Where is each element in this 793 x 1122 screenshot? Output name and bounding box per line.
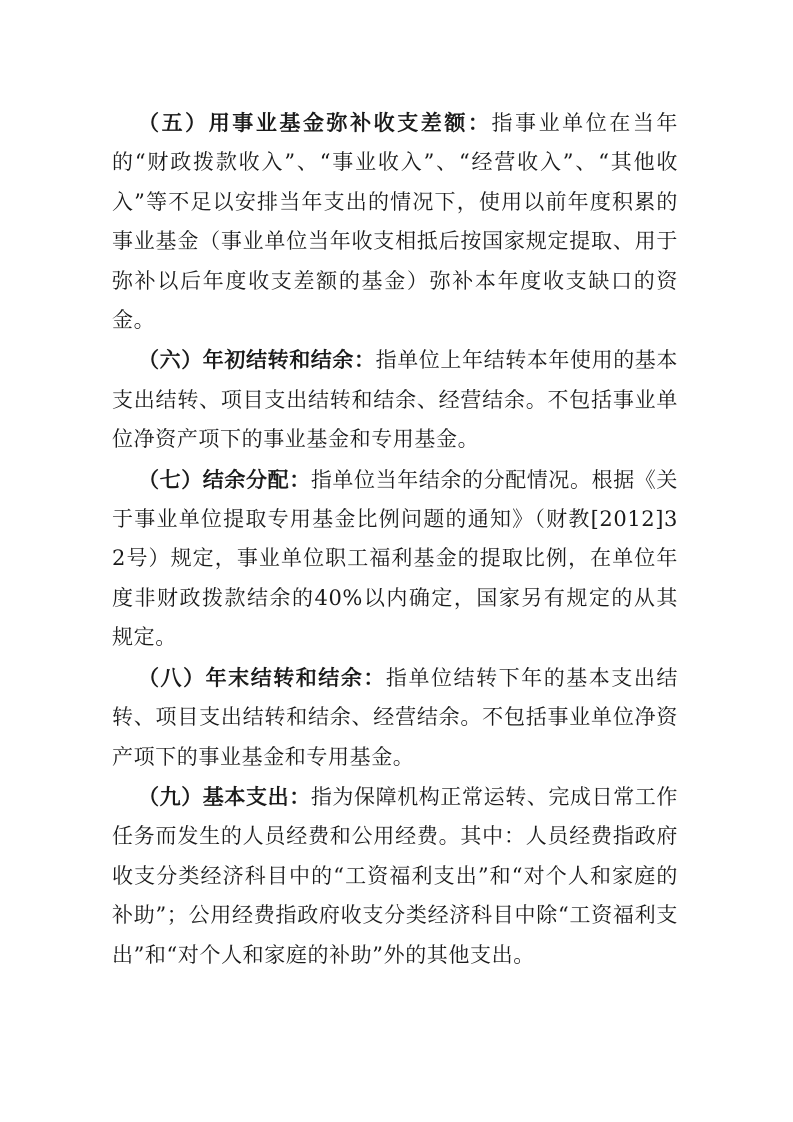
paragraph-9-term: （九）基本支出： xyxy=(138,783,311,809)
paragraph-7-term: （七）结余分配： xyxy=(138,466,311,492)
paragraph-5-term: （五）用事业基金弥补收支差额： xyxy=(138,110,492,135)
paragraph-7 xyxy=(112,460,678,658)
paragraph-6 xyxy=(112,340,678,459)
paragraph-8-body: 指单位结转下年的基本支出结转、项目支出结转和结余、经营结余。不包括事业单位净资产项下的事业基金和专用基金。 xyxy=(112,665,678,769)
document-body xyxy=(112,103,678,975)
paragraph-7-body: 指单位当年结余的分配情况。根据《关于事业单位提取专用基金比例问题的通知》（财教[2012]32号）规定，事业单位职工福利基金的提取比例，在单位年度非财政拨款结余的40%以内确定，国家另有规定的从其规定。 xyxy=(112,467,679,650)
paragraph-5 xyxy=(112,103,678,340)
paragraph-5-body: 指事业单位在当年的“财政拨款收入”、“事业收入”、“经营收入”、“其他收入”等不足以安排当年支出的情况下，使用以前年度积累的事业基金（事业单位当年收支相抵后按国家规定提取、用于弥补以后年度收支差额的基金）弥补本年度收支缺口的资金。 xyxy=(112,111,678,333)
paragraph-6-body: 指单位上年结转本年使用的基本支出结转、项目支出结转和结余、经营结余。不包括事业单位净资产项下的事业基金和专用基金。 xyxy=(112,348,679,452)
paragraph-8-term: （八）年末结转和结余： xyxy=(138,664,386,690)
paragraph-6-term: （六）年初结转和结余： xyxy=(138,347,376,373)
paragraph-9 xyxy=(112,777,678,975)
paragraph-8 xyxy=(112,658,678,777)
paragraph-9-body: 指为保障机构正常运转、完成日常工作任务而发生的人员经费和公用经费。其中：人员经费指政府收支分类经济科目中的“工资福利支出”和“对个人和家庭的补助”；公用经费指政府收支分类经济科目中除“工资福利支出”和“对个人和家庭的补助”外的其他支出。 xyxy=(112,784,679,967)
